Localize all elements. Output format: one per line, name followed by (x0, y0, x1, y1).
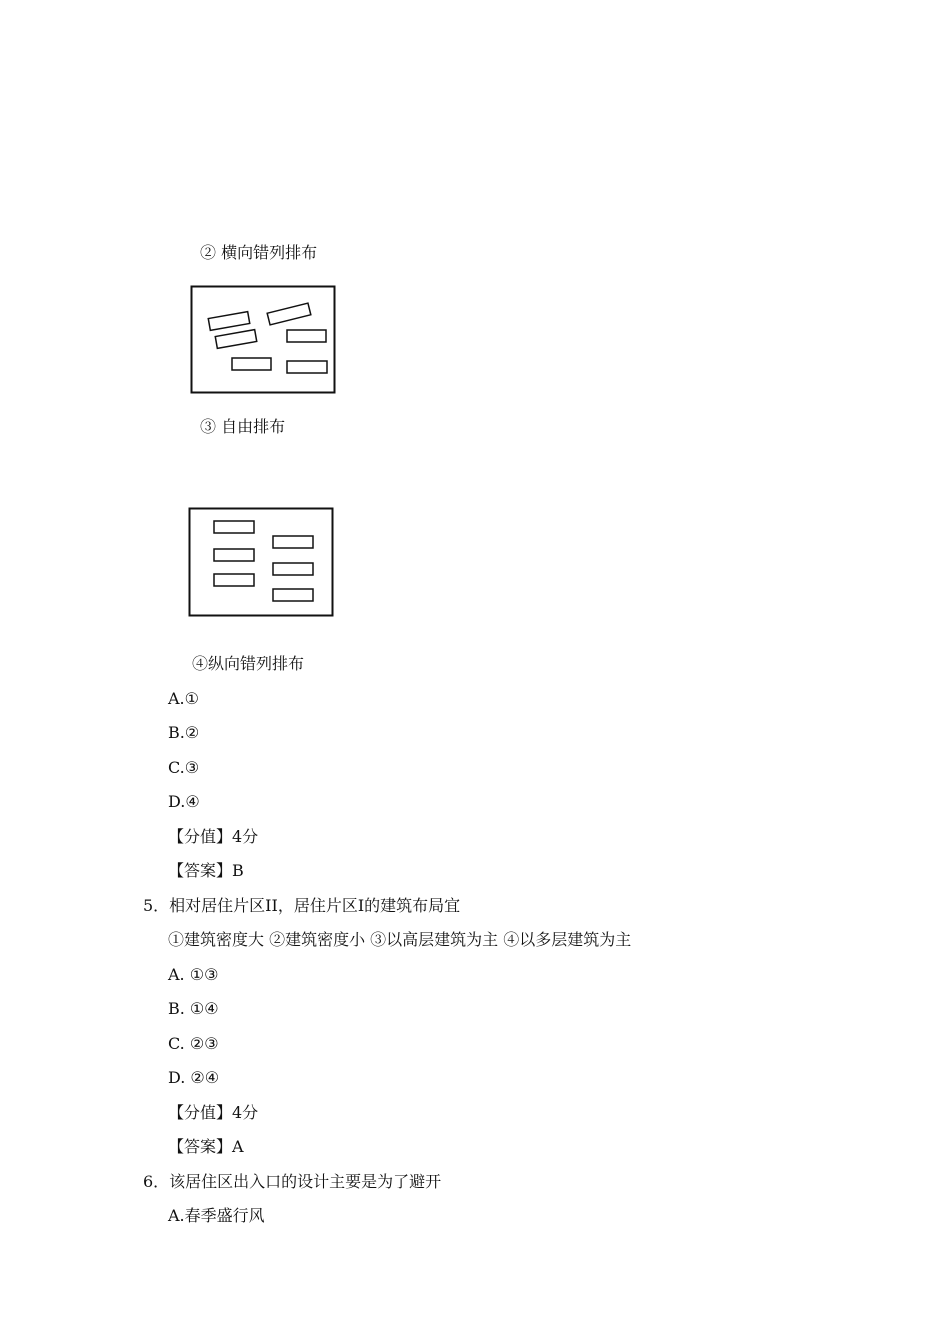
q5-statements: ①建筑密度大 ②建筑密度小 ③以高层建筑为主 ④以多层建筑为主 (168, 930, 632, 949)
building-block (232, 358, 271, 370)
building-block (214, 549, 254, 561)
building-block (273, 536, 313, 548)
caption-fig2: ② 横向错列排布 (200, 243, 318, 262)
building-block (287, 330, 326, 342)
caption-fig3: ③ 自由排布 (200, 417, 286, 436)
caption-fig4: ④纵向错列排布 (192, 654, 305, 673)
q4-option-a: A.① (168, 689, 199, 708)
building-block (267, 303, 311, 325)
diagram-free-layout (190, 284, 338, 396)
building-block (215, 330, 256, 349)
q4-score: 【分值】4分 (168, 827, 259, 846)
building-block (214, 574, 254, 586)
building-block (273, 563, 313, 575)
q4-option-d: D.④ (168, 792, 200, 811)
building-block (214, 521, 254, 533)
q5-option-d: D. ②④ (168, 1068, 220, 1087)
diagram-frame (192, 287, 335, 393)
q6-stem: 6．该居住区出入口的设计主要是为了避开 (143, 1172, 442, 1191)
q6-option-a: A.春季盛行风 (168, 1206, 265, 1225)
q4-option-c: C.③ (168, 758, 200, 777)
q5-answer: 【答案】A (168, 1137, 244, 1156)
q4-answer: 【答案】B (168, 861, 244, 880)
q5-option-b: B. ①④ (168, 999, 219, 1018)
q4-option-b: B.② (168, 723, 200, 742)
q5-score: 【分值】4分 (168, 1103, 259, 1122)
q5-option-a: A. ①③ (168, 965, 219, 984)
building-block (273, 589, 313, 601)
diagram-frame (190, 509, 333, 616)
q5-stem: 5．相对居住片区II，居住片区I的建筑布局宜 (143, 896, 461, 915)
diagram-vertical-staggered (188, 507, 336, 619)
building-block (208, 312, 249, 331)
building-block (287, 361, 327, 373)
q5-option-c: C. ②③ (168, 1034, 219, 1053)
